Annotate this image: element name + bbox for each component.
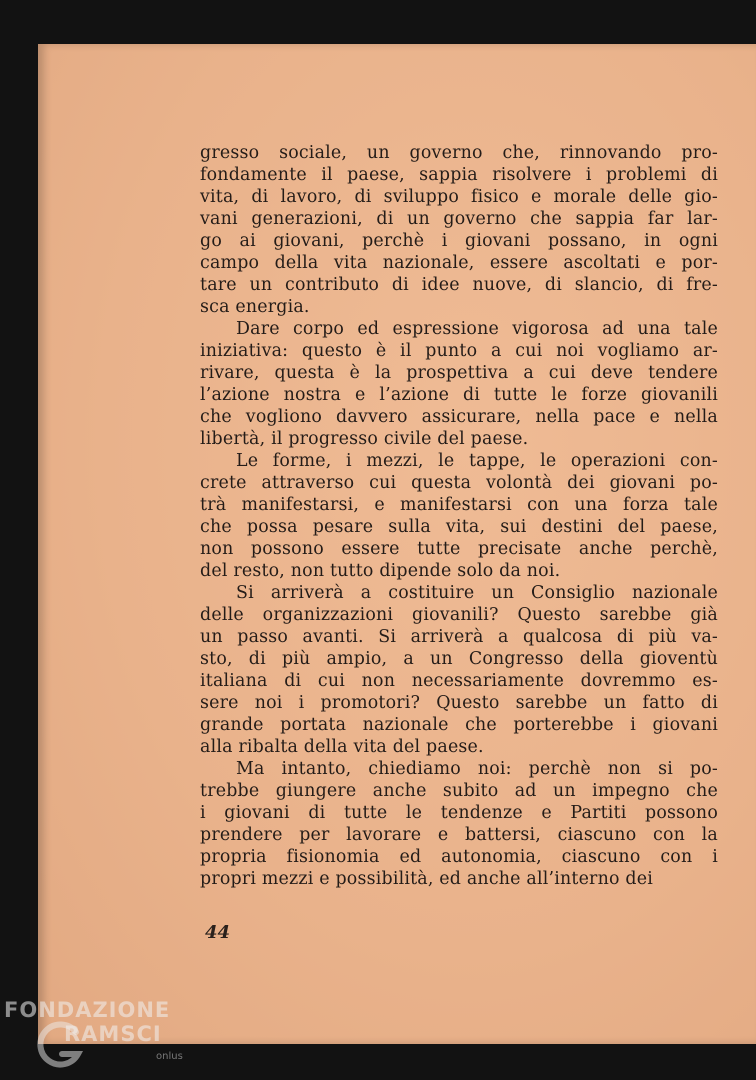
text-line: iniziativa: questo è il punto a cui noi vogliamo ar-: [200, 341, 718, 361]
text-line: non possono essere tutte precisate anche perchè,: [200, 539, 718, 559]
paragraph: [200, 318, 718, 450]
text-line: delle organizzazioni giovanili? Questo sarebbe già: [200, 605, 718, 625]
text-line: del resto, non tutto dipende solo da noi.: [200, 561, 561, 581]
text-line: go ai giovani, perchè i giovani possano, in ogni: [200, 231, 718, 251]
paragraph: [200, 758, 718, 890]
text-line: crete attraverso cui questa volontà dei giovani po-: [200, 473, 718, 493]
text-line: Le forme, i mezzi, le tappe, le operazioni con-: [236, 451, 718, 471]
text-line: fondamente il paese, sappia risolvere i problemi di: [200, 165, 718, 185]
text-line: Ma intanto, chiediamo noi: perchè non si po-: [236, 759, 718, 779]
text-line: grande portata nazionale che porterebbe i giovani: [200, 715, 718, 735]
page-number: 44: [205, 922, 231, 943]
text-line: gresso sociale, un governo che, rinnovando pro-: [200, 143, 718, 163]
text-line: vita, di lavoro, di sviluppo fisico e morale delle gio-: [200, 187, 718, 207]
watermark-line-2: RAMSCI: [64, 1022, 162, 1046]
text-line: Dare corpo ed espressione vigorosa ad una tale: [236, 319, 718, 339]
text-line: tare un contributo di idee nuove, di slancio, di fre-: [200, 275, 718, 295]
text-line: rivare, questa è la prospettiva a cui deve tendere: [200, 363, 718, 383]
text-line: Si arriverà a costituire un Consiglio nazionale: [236, 583, 718, 603]
text-line: libertà, il progresso civile del paese.: [200, 429, 529, 449]
paragraph: [200, 142, 718, 318]
watermark-suffix: onlus: [156, 1051, 183, 1062]
text-line: un passo avanti. Si arriverà a qualcosa di più va-: [200, 627, 718, 647]
text-line: l’azione nostra e l’azione di tutte le forze giovanili: [200, 385, 718, 405]
text-line: trebbe giungere anche subito ad un impegno che: [200, 781, 718, 801]
logo-letter: G: [52, 1056, 53, 1057]
text-line: vani generazioni, di un governo che sappia far lar-: [200, 209, 718, 229]
body-text: [200, 142, 718, 890]
watermark-line-1: FONDAZIONE: [4, 998, 171, 1022]
text-line: trà manifestarsi, e manifestarsi con una forza tale: [200, 495, 718, 515]
text-line: che possa pesare sulla vita, sui destini del paese,: [200, 517, 718, 537]
text-line: i giovani di tutte le tendenze e Partiti possono: [200, 803, 718, 823]
text-line: che vogliono davvero assicurare, nella pace e nella: [200, 407, 718, 427]
watermark: [4, 996, 204, 1076]
paragraph: [200, 582, 718, 758]
text-line: sto, di più ampio, a un Congresso della gioventù: [200, 649, 718, 669]
text-line: propri mezzi e possibilità, ed anche all’interno dei: [200, 869, 653, 889]
text-line: italiana di cui non necessariamente dovremmo es-: [200, 671, 718, 691]
paragraph: [200, 450, 718, 582]
text-line: alla ribalta della vita del paese.: [200, 737, 484, 757]
text-line: sca energia.: [200, 297, 310, 317]
text-line: propria fisionomia ed autonomia, ciascuno con i: [200, 847, 718, 867]
text-line: sere noi i promotori? Questo sarebbe un fatto di: [200, 693, 718, 713]
text-line: campo della vita nazionale, essere ascoltati e por-: [200, 253, 718, 273]
text-line: prendere per lavorare e battersi, ciascuno con la: [200, 825, 718, 845]
